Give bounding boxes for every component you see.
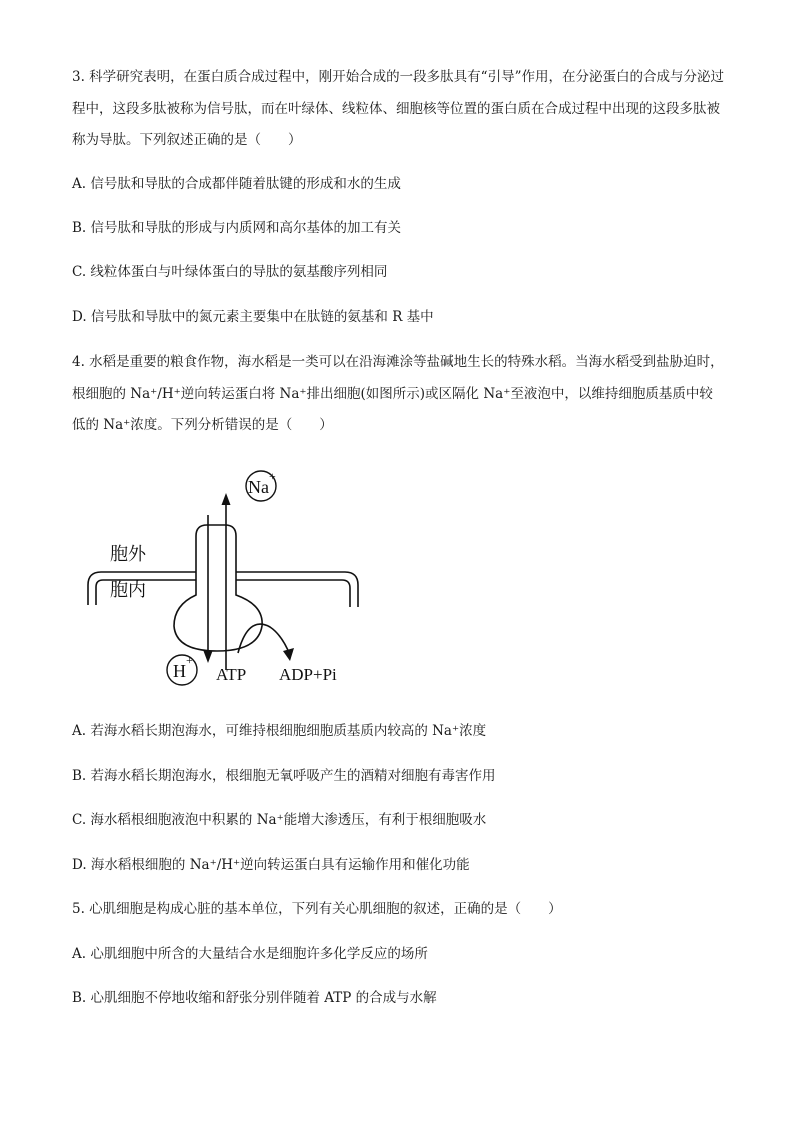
membrane-right-inner [236,580,350,607]
question-4-option-b[interactable]: B. 若海水稻长期泡海水，根细胞无氧呼吸产生的酒精对细胞有毒害作用 [72,768,496,784]
question-3-option-d[interactable]: D. 信号肽和导肽中的氮元素主要集中在肽链的氨基和 R 基中 [72,309,434,325]
label-inside-cell: 胞内 [110,580,146,600]
label-outside-cell: 胞外 [110,544,146,564]
question-3-option-a[interactable]: A. 信号肽和导肽的合成都伴随着肽键的形成和水的生成 [72,176,401,192]
na-ion-charge: + [269,469,276,483]
question-5-option-a[interactable]: A. 心肌细胞中所含的大量结合水是细胞许多化学反应的场所 [72,946,428,962]
question-3-option-b[interactable]: B. 信号肽和导肽的形成与内质网和高尔基体的加工有关 [72,220,402,236]
question-5-option-b[interactable]: B. 心肌细胞不停地收缩和舒张分别伴随着 ATP 的合成与水解 [72,990,437,1006]
question-4-stem: 4. 水稻是重要的粮食作物，海水稻是一类可以在沿海滩涂等盐碱地生长的特殊水稻。当海水稻受到盐胁迫时，根细胞的 Na⁺/H⁺逆向转运蛋白将 Na⁺排出细胞(如图所示)或区隔化 Na⁺至液泡中，以维持细胞质基质中较低的 Na⁺浓度。下列分析错误的是（ ） [72,354,724,433]
question-5-stem: 5. 心肌细胞是构成心脏的基本单位，下列有关心肌细胞的叙述，正确的是（ ） [72,901,562,917]
question-3-option-c[interactable]: C. 线粒体蛋白与叶绿体蛋白的导肽的氨基酸序列相同 [72,264,388,280]
h-ion-label: H [173,661,186,681]
question-4-option-a[interactable]: A. 若海水稻长期泡海水，可维持根细胞细胞质基质内较高的 Na⁺浓度 [72,723,487,739]
adp-pi-label: ADP+Pi [279,665,337,684]
question-3-stem: 3. 科学研究表明，在蛋白质合成过程中，刚开始合成的一段多肽具有“引导”作用，在分泌蛋白的合成与分泌过程中，这段多肽被称为信号肽，而在叶绿体、线粒体、细胞核等位置的蛋白质在合成过程中出现的这段多肽被称为导肽。下列叙述正确的是（ ） [72,69,724,148]
na-ion-label: Na [248,477,269,497]
na-arrow-head [222,493,231,505]
h-ion-charge: + [186,653,193,667]
transport-protein [174,525,262,651]
atp-label: ATP [216,665,247,684]
h-arrow-head [204,651,213,663]
question-4-option-d[interactable]: D. 海水稻根细胞的 Na⁺/H⁺逆向转运蛋白具有运输作用和催化功能 [72,857,470,873]
atp-hydrolysis-arrow [238,624,290,655]
membrane-right-outer [236,572,358,607]
na-h-antiporter-diagram [70,455,390,695]
adp-arrow-head [283,648,294,661]
question-4-option-c[interactable]: C. 海水稻根细胞液泡中积累的 Na⁺能增大渗透压，有利于根细胞吸水 [72,812,487,828]
